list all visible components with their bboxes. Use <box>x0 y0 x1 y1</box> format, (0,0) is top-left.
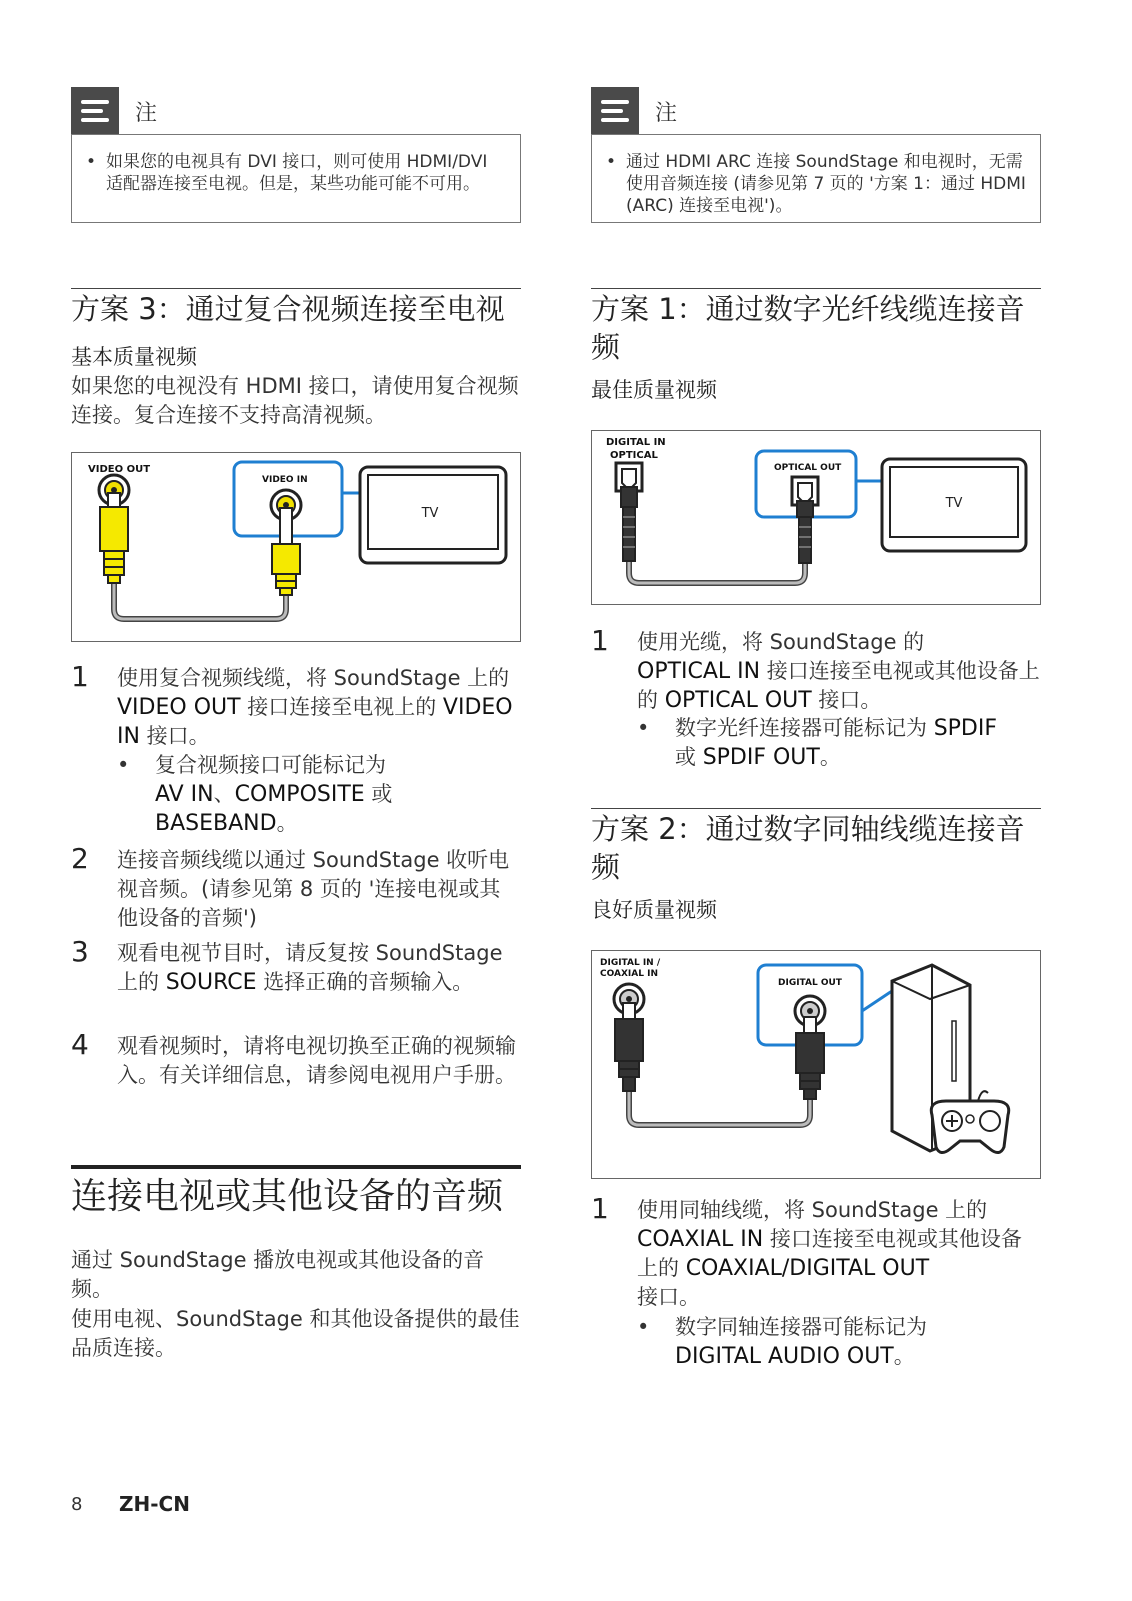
page-number: 8 <box>71 1494 83 1515</box>
option2-quality: 良好质量视频 <box>591 898 717 922</box>
note-icon <box>591 87 639 135</box>
label-tv: TV <box>421 506 439 521</box>
option1-quality: 最佳质量视频 <box>591 378 717 402</box>
key-optical-out: OPTICAL OUT <box>664 688 812 713</box>
section-rule <box>591 808 1041 809</box>
note-box-left <box>71 134 521 223</box>
key-video-out: VIDEO OUT <box>117 695 241 720</box>
note-text: • 如果您的电视具有 DVI 接口，则可使用 HDMI/DVI 适配器连接至电视。但是，某些功能可能不可用。 <box>86 151 508 195</box>
label-video-out: VIDEO OUT <box>88 464 151 475</box>
composite-diagram <box>71 452 521 642</box>
optical-diagram <box>591 430 1041 605</box>
label-optical: OPTICAL <box>610 450 658 461</box>
label-tv: TV <box>945 496 963 511</box>
option1-title: 方案 1：通过数字光纤线缆连接音频 <box>591 292 1025 364</box>
label-optical-out: OPTICAL OUT <box>774 463 842 473</box>
option2-title: 方案 2：通过数字同轴线缆连接音频 <box>591 812 1025 884</box>
step-number: 1 <box>71 660 89 693</box>
step1-bullet: • 复合视频接口可能标记为 AV IN、COMPOSITE 或 BASEBAND。 <box>117 751 515 838</box>
key-source: SOURCE <box>165 970 257 995</box>
coaxial-diagram <box>591 950 1041 1179</box>
label-video-in: VIDEO IN <box>262 475 308 485</box>
option3-title: 方案 3：通过复合视频连接至电视 <box>71 292 505 326</box>
section-rule <box>591 288 1041 289</box>
option1-bullet: • 数字光纤连接器可能标记为 SPDIF 或 SPDIF OUT。 <box>637 714 1075 772</box>
key-coaxial-digital-out: COAXIAL/DIGITAL OUT <box>685 1256 930 1281</box>
language-code: ZH-CN <box>119 1492 190 1516</box>
audio-p1: 通过 SoundStage 播放电视或其他设备的音频。 <box>71 1248 485 1301</box>
section-rule-thick <box>71 1165 521 1169</box>
section-rule <box>71 288 521 289</box>
note-box-right <box>591 134 1041 223</box>
label-coaxial-in: COAXIAL IN <box>600 969 658 979</box>
note-header-right <box>591 87 1041 135</box>
step-text: 使用复合视频线缆，将 SoundStage 上的 VIDEO OUT 接口连接至电视上的 VIDEO IN 接口。 <box>117 666 513 749</box>
key-video-in: VIDEO IN <box>117 695 513 749</box>
label-digital-out: DIGITAL OUT <box>778 978 842 988</box>
note-header-left <box>71 87 521 135</box>
option3-quality: 基本质量视频 <box>71 345 197 369</box>
note-text: • 通过 HDMI ARC 连接 SoundStage 和电视时，无需使用音频连接 (请参见第 7 页的 '方案 1：通过 HDMI (ARC) 连接至电视')。 <box>606 151 1028 217</box>
option2-bullet: • 数字同轴连接器可能标记为 DIGITAL AUDIO OUT。 <box>637 1313 1075 1371</box>
label-digital-in-slash: DIGITAL IN / <box>600 958 661 968</box>
note-icon <box>71 87 119 135</box>
audio-p2: 使用电视、SoundStage 和其他设备提供的最佳品质连接。 <box>71 1307 520 1360</box>
key-optical-in: OPTICAL IN <box>637 659 761 684</box>
key-coaxial-in: COAXIAL IN <box>637 1227 764 1252</box>
note-title: 注 <box>655 101 678 126</box>
note-title: 注 <box>135 101 158 126</box>
label-digital-in: DIGITAL IN <box>606 437 666 448</box>
audio-section-title: 连接电视或其他设备的音频 <box>71 1176 504 1217</box>
option3-intro: 如果您的电视没有 HDMI 接口，请使用复合视频连接。复合连接不支持高清视频。 <box>71 374 519 427</box>
